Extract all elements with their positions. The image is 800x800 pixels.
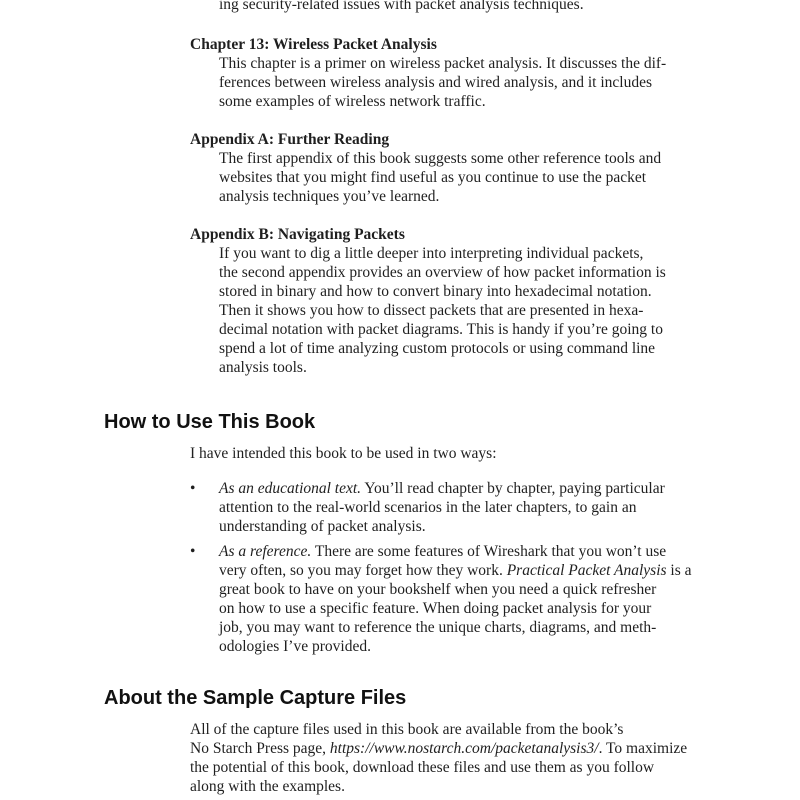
entry-title: Chapter 13: Wireless Packet Analysis <box>190 36 437 53</box>
text-line: If you want to dig a little deeper into interpreting individual packets, <box>219 245 644 262</box>
text-line: great book to have on your bookshelf when you need a quick refresher <box>219 581 657 598</box>
text-line: ferences between wireless analysis and wired analysis, and it includes <box>219 74 652 91</box>
text-span: is a <box>666 562 692 579</box>
text-line: the second appendix provides an overview of how packet information is <box>219 264 666 281</box>
entry-description <box>219 244 666 377</box>
section-heading-sample-files: About the Sample Capture Files <box>104 687 407 709</box>
book-title-emphasis: Practical Packet Analysis <box>506 562 667 579</box>
usage-list <box>190 479 692 662</box>
text-line: the potential of this book, download these files and use them as you follow <box>190 759 655 776</box>
sample-files-paragraph <box>190 720 687 796</box>
entry-description <box>219 54 666 111</box>
emphasis-text: As a reference. <box>219 543 312 560</box>
text-line: This chapter is a primer on wireless packet analysis. It discusses the dif- <box>219 55 667 72</box>
entry-title: Appendix B: Navigating Packets <box>190 226 405 243</box>
url-link[interactable]: https://www.nostarch.com/packetanalysis3/ <box>329 740 599 757</box>
text-line: attention to the real-world scenarios in the later chapters, to gain an <box>219 499 637 516</box>
text-line: odologies I’ve provided. <box>219 638 371 655</box>
entry-title: Appendix A: Further Reading <box>190 131 390 148</box>
text-line: All of the capture files used in this book are available from the book’s <box>190 721 624 738</box>
text-span: . To maximize <box>598 740 688 757</box>
text-span: You’ll read chapter by chapter, paying particular <box>361 480 665 497</box>
text-span: very often, so you may forget how they work. <box>219 562 507 579</box>
section-heading-how-to-use: How to Use This Book <box>104 411 316 433</box>
entry-description <box>219 149 661 206</box>
text-line: decimal notation with packet diagrams. This is handy if you’re going to <box>219 321 663 338</box>
text-line <box>190 739 687 758</box>
text-line: analysis techniques you’ve learned. <box>219 188 440 205</box>
text-line <box>219 479 692 498</box>
text-line <box>219 561 692 580</box>
appendix-a-entry <box>190 130 661 206</box>
text-span: No Starch Press page, <box>190 740 330 757</box>
intro-paragraph: I have intended this book to be used in two ways: <box>190 445 497 462</box>
bullet-icon: • <box>190 480 196 497</box>
text-line: spend a lot of time analyzing custom protocols or using command line <box>219 340 656 357</box>
appendix-b-entry <box>190 225 666 377</box>
text-line: The first appendix of this book suggests some other reference tools and <box>219 150 662 167</box>
text-line: Then it shows you how to dissect packets that are presented in hexa- <box>219 302 644 319</box>
text-line: along with the examples. <box>190 778 345 795</box>
text-line: some examples of wireless network traffic. <box>219 93 486 110</box>
text-line: job, you may want to reference the unique charts, diagrams, and meth- <box>219 619 657 636</box>
text-line <box>219 542 692 561</box>
text-line: websites that you might find useful as you continue to use the packet <box>219 169 647 186</box>
text-line: analysis tools. <box>219 359 307 376</box>
chapter-13-entry <box>190 35 666 111</box>
list-item <box>190 479 692 536</box>
text-line: on how to use a specific feature. When doing packet analysis for your <box>219 600 652 617</box>
list-item <box>190 542 692 656</box>
text-span: There are some features of Wireshark that you won’t use <box>311 543 667 560</box>
text-line: stored in binary and how to convert binary into hexadecimal notation. <box>219 283 652 300</box>
text-line: understanding of packet analysis. <box>219 518 426 535</box>
emphasis-text: As an educational text. <box>219 480 362 497</box>
bullet-icon: • <box>190 543 196 560</box>
continued-text-line: ing security-related issues with packet analysis techniques. <box>219 0 584 13</box>
